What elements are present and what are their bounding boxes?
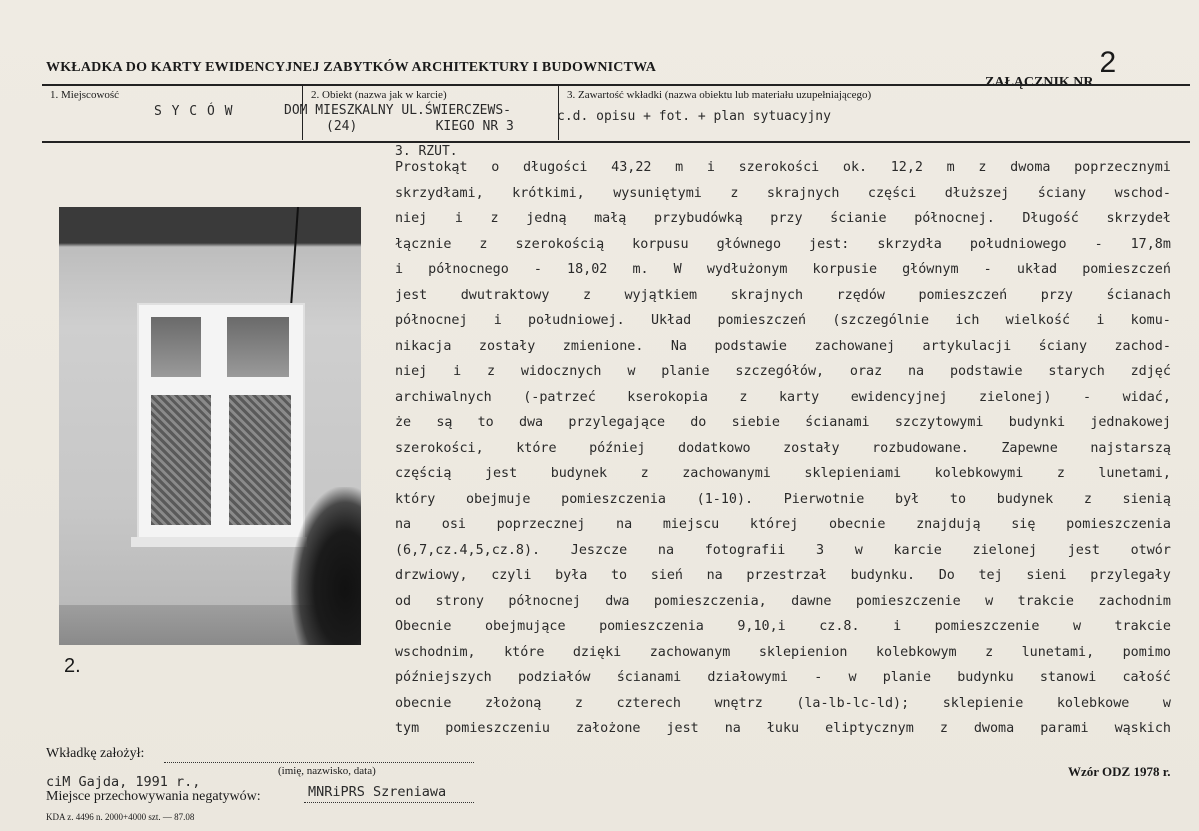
founder-hint: (imię, nazwisko, data) [278, 765, 376, 777]
photo-window-pane [151, 395, 211, 525]
description-line: skrzydłami, krótkimi, wysuniętymi z skrajnych części dłuższej ściany wschod- [395, 185, 1171, 201]
photo-bush [291, 487, 361, 645]
description-line: późniejszych podziałów ścianami działowymi - w planie budynku stanowi całość [395, 670, 1171, 685]
field-locality-label: 1. Miejscowość [50, 89, 120, 101]
photo-caption: 2. [64, 655, 81, 677]
description-line: jest dwutraktowy z wyjątkiem skrajnych rzędów pomieszczeń przy ścianach [395, 287, 1171, 303]
description-line: że są to dwa przylegające do siebie ścianami szczytowymi budynki jednakowej [395, 415, 1171, 430]
photo-window-pane [229, 395, 291, 525]
description-line: północnej i południowej. Układ pomieszczeń (szczególnie ich wielkość i komu- [395, 313, 1171, 328]
description-line: częścią jest budynek z zachowanymi sklepieniami kolebkowymi z lunetami, [395, 466, 1171, 481]
description-line: łącznie z szerokością korpusu głównego jest: skrzydła południowego - 17,8m [395, 236, 1171, 252]
description-line: nikacja zostały zmienione. Na podstawie zachowanej artykulacji ściany zachod- [395, 338, 1171, 354]
building-photo [59, 207, 361, 645]
photo-window-sill [131, 537, 307, 547]
header-rule [42, 84, 1190, 86]
form-label: Wzór ODZ 1978 r. [1068, 764, 1171, 779]
description-line: drzwiowy, czyli była to sień na przestrzał budynku. Do tej sieni przylegały [395, 568, 1171, 583]
description-line: tym pomieszczeniu założone jest na łuku eliptycznym z dwoma parami wąskich [395, 721, 1171, 736]
field-object-value-line2: (24) KIEGO NR 3 [326, 119, 514, 134]
description-line: obecnie złożoną z czterech wnętrz (la-lb-lc-ld); sklepienie kolebkowe w [395, 695, 1171, 711]
description-line: który obejmuje pomieszczenia (1-10). Pierwotnie był to budynek z sienią [395, 491, 1171, 507]
section-heading: 3. RZUT. [395, 144, 458, 159]
description-line: niej i z widocznych w planie szczegółów, oraz na podstawie starych zdjęć [395, 364, 1171, 379]
description-line: na osi poprzecznej na miejscu której obecnie znajdują się pomieszczenia [395, 517, 1171, 532]
negatives-value: MNRiPRS Szreniawa [308, 784, 447, 800]
annex-label: ZAŁĄCZNIK NR [985, 75, 1094, 90]
founder-label: Wkładkę założył: [46, 746, 145, 761]
print-info: KDA z. 4496 n. 2000+4000 szt. — 87.08 [46, 812, 195, 822]
field-locality-value: S Y C Ó W [154, 104, 234, 119]
description-line: archiwalnych (-patrzeć kserokopia z karty ewidencyjnej zielonej) - widać, [395, 389, 1171, 405]
description-line: szerokości, które później dodatkowo zostały rozbudowane. Zapewne najstarszą [395, 440, 1171, 456]
description-line: niej i z jedną małą przybudówką przy ścianie północnej. Długość skrzydeł [395, 211, 1171, 226]
field-object-label: 2. Obiekt (nazwa jak w karcie) [311, 89, 447, 101]
negatives-dotted-line [304, 802, 474, 803]
negatives-label: Miejsce przechowywania negatywów: [46, 789, 261, 804]
annex-number-value: 2 [1099, 46, 1117, 79]
field-contents-value: c.d. opisu + fot. + plan sytuacyjny [557, 109, 831, 124]
description-line: Prostokąt o długości 43,22 m i szerokości ok. 12,2 m z dwoma poprzecznymi [395, 160, 1171, 175]
field-object-value-line1: DOM MIESZKALNY UL.ŚWIERCZEWS- [284, 103, 511, 118]
founder-value: ciM Gajda, 1991 r., [46, 774, 201, 790]
photo-window-pane [227, 317, 289, 377]
founder-dotted-line [164, 762, 474, 763]
description-line: Obecnie obejmujące pomieszczenia 9,10,i cz.8. i pomieszczenie w trakcie [395, 619, 1171, 634]
description-line: (6,7,cz.4,5,cz.8). Jeszcze na fotografii 3 w karcie zielonej jest otwór [395, 542, 1171, 558]
description-line: i północnego - 18,02 m. W wydłużonym korpusie głównym - układ pomieszczeń [395, 262, 1171, 277]
annex-number [985, 46, 1117, 90]
fields-rule [42, 141, 1190, 143]
field-contents-label: 3. Zawartość wkładki (nazwa obiektu lub materiału uzupełniającego) [567, 89, 872, 101]
description-line: od strony północnej dwa pomieszczenia, dawne pomieszczenie w trakcie zachodnim [395, 593, 1171, 609]
document-title: WKŁADKA DO KARTY EWIDENCYJNEJ ZABYTKÓW ARCHITEKTURY I BUDOWNICTWA [46, 60, 657, 75]
photo-window-pane [151, 317, 201, 377]
description-line: wschodnim, które dzięki zachowanym sklepienion kolebkowym z lunetami, pomimo [395, 644, 1171, 660]
photo-window-frame [137, 303, 305, 543]
